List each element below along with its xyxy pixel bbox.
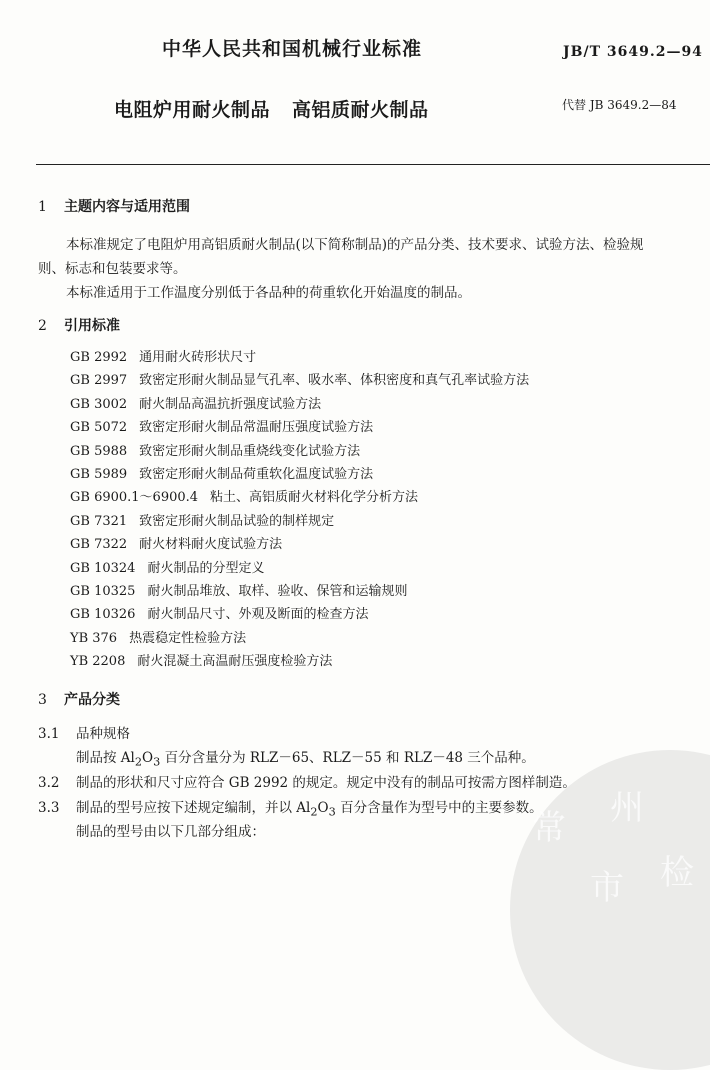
- section-number: 2: [38, 318, 47, 334]
- reference-code: GB 7322: [70, 537, 128, 553]
- section-1-para-1-line-2: 则、标志和包装要求等。: [38, 261, 187, 277]
- reference-code: GB 5072: [70, 420, 128, 436]
- reference-item: [70, 557, 264, 576]
- reference-title: 耐火制品尺寸、外观及断面的检查方法: [147, 607, 369, 623]
- reference-title: 致密定形耐火制品重烧线变化试验方法: [139, 443, 361, 459]
- reference-item: [70, 650, 332, 669]
- text-run: 制品的型号应按下述规定编制，并以 Al: [76, 800, 311, 816]
- reference-title: 粘土、高铝质耐火材料化学分析方法: [210, 490, 419, 506]
- reference-code: GB 5989: [70, 467, 128, 482]
- section-1-para-2: 本标准适用于工作温度分别低于各品种的荷重软化开始温度的制品。: [66, 285, 471, 301]
- seal-char: 州: [610, 788, 644, 828]
- text-run: 百分含量分为 RLZ－65、RLZ－55 和 RLZ－48 三个品种。: [160, 750, 535, 766]
- reference-item: [70, 533, 282, 552]
- reference-item: [70, 627, 246, 646]
- section-2-heading: [38, 315, 120, 335]
- reference-item: [70, 369, 529, 388]
- reference-code: GB 10325: [70, 584, 136, 599]
- subsection-number: 3.2: [38, 775, 60, 791]
- reference-item: [70, 440, 360, 459]
- text-run: O: [142, 750, 154, 766]
- reference-title: 通用耐火砖形状尺寸: [139, 350, 257, 365]
- replaces-note: 代替 JB 3649.2—84: [562, 98, 677, 112]
- title-part-1: 电阻炉用耐火制品: [114, 99, 271, 121]
- subsection-3-2: [38, 771, 576, 791]
- reference-code: YB 376: [70, 630, 118, 646]
- reference-code: GB 5988: [70, 443, 128, 459]
- reference-code: GB 7321: [70, 513, 128, 529]
- subsection-3-3-text-2: 制品的型号由以下几部分组成：: [76, 824, 265, 840]
- header-divider: [36, 164, 710, 165]
- reference-item: [70, 603, 368, 622]
- section-title: 产品分类: [64, 692, 120, 708]
- section-1-para-1-line-1: 本标准规定了电阻炉用高铝质耐火制品(以下简称制品)的产品分类、技术要求、试验方法、检验规: [66, 237, 644, 253]
- subscript: 3: [328, 805, 336, 819]
- reference-title: 致密定形耐火制品常温耐压强度试验方法: [139, 420, 374, 436]
- reference-item: [70, 486, 418, 505]
- section-title: 主题内容与适用范围: [64, 199, 190, 215]
- subsection-text: 制品的形状和尺寸应符合 GB 2992 的规定。规定中没有的制品可按需方图样制造。: [76, 775, 576, 791]
- reference-title: 耐火混凝土高温耐压强度检验方法: [137, 654, 333, 670]
- seal-char: 检: [660, 853, 694, 893]
- reference-title: 致密定形耐火制品显气孔率、吸水率、体积密度和真气孔率试验方法: [139, 373, 530, 389]
- subsection-number: 3.1: [38, 726, 60, 742]
- subsection-3-1-text: [76, 746, 535, 769]
- subscript: 3: [153, 755, 161, 769]
- reference-title: 耐火材料耐火度试验方法: [139, 537, 283, 553]
- subscript: 2: [310, 805, 318, 819]
- reference-item: [70, 346, 256, 365]
- reference-item: [70, 580, 407, 599]
- text-run: O: [317, 800, 329, 816]
- text-run: 百分含量作为型号中的主要参数。: [335, 800, 543, 816]
- subscript: 2: [134, 755, 143, 769]
- reference-code: GB 10324: [70, 560, 136, 576]
- subsection-title: 品种规格: [76, 726, 130, 742]
- reference-code: GB 3002: [70, 396, 128, 412]
- section-number: 3: [38, 692, 47, 708]
- reference-item: [70, 393, 321, 412]
- title-part-2: 高铝质耐火制品: [292, 99, 429, 121]
- reference-title: 耐火制品高温抗折强度试验方法: [139, 396, 322, 412]
- text-run: 制品按 Al: [76, 750, 135, 766]
- standard-code: JB/T 3649.2—94: [563, 44, 703, 60]
- reference-title: 致密定形耐火制品试验的制样规定: [139, 513, 335, 529]
- subsection-3-1: [38, 722, 130, 742]
- seal-char: 市: [590, 868, 624, 908]
- reference-item: [70, 416, 373, 435]
- seal-char: 常: [532, 808, 566, 848]
- reference-title: 耐火制品堆放、取样、验收、保管和运输规则: [147, 584, 408, 599]
- reference-code: GB 10326: [70, 607, 136, 623]
- section-1-heading: [38, 196, 190, 216]
- document-title: [114, 95, 429, 122]
- reference-code: GB 6900.1～6900.4: [70, 490, 199, 506]
- reference-item: [70, 510, 334, 529]
- section-title: 引用标准: [64, 318, 120, 334]
- section-3-heading: [38, 689, 120, 709]
- reference-code: GB 2992: [70, 350, 128, 365]
- subsection-3-3: [38, 796, 543, 819]
- issuer-line: 中华人民共和国机械行业标准: [162, 38, 423, 60]
- subsection-number: 3.3: [38, 800, 60, 816]
- reference-code: YB 2208: [70, 654, 126, 670]
- reference-title: 热震稳定性检验方法: [129, 630, 247, 646]
- reference-code: GB 2997: [70, 373, 128, 389]
- reference-title: 致密定形耐火制品荷重软化温度试验方法: [139, 467, 374, 482]
- reference-title: 耐火制品的分型定义: [147, 560, 265, 576]
- section-number: 1: [38, 199, 47, 215]
- reference-item: [70, 463, 373, 482]
